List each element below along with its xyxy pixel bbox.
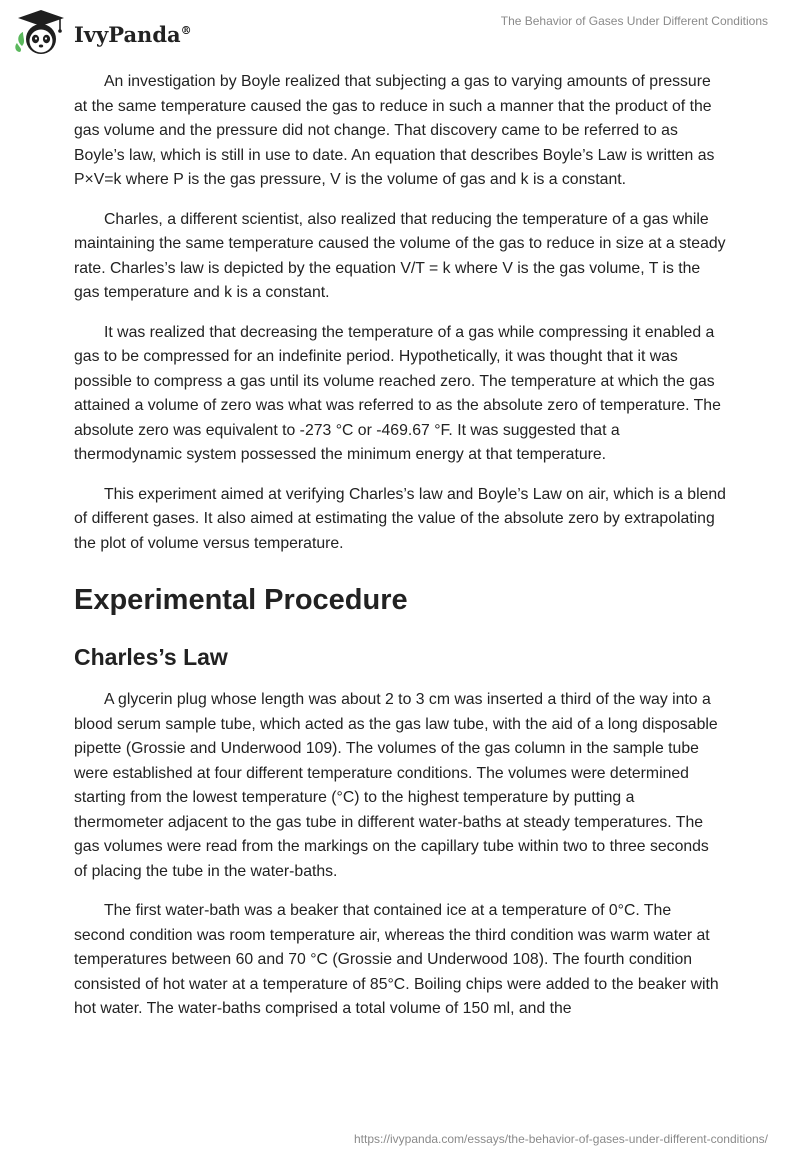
paragraph: It was realized that decreasing the temperature of a gas while compressing it enabled a gas to be compressed for an indefinite period. Hypothetically, it was thought that it was possible to compress a gas until its volume reached zero. The temperature at which the gas attained a volume of zero was what was referred to as the absolute zero of temperature. The absolute zero was equivalent to -273 °C or -469.67 °F. It was suggested that a thermodynamic system possessed the minimum energy at that temperature. bbox=[74, 323, 721, 463]
section-heading: Experimental Procedure bbox=[74, 584, 408, 616]
subsection-heading: Charles’s Law bbox=[74, 644, 228, 670]
panda-graduate-icon bbox=[14, 8, 68, 58]
ivypanda-logo[interactable] bbox=[14, 8, 192, 58]
page-header bbox=[0, 0, 800, 64]
document-title: The Behavior of Gases Under Different Conditions bbox=[500, 14, 768, 28]
source-url[interactable]: https://ivypanda.com/essays/the-behavior-of-gases-under-different-conditions/ bbox=[354, 1132, 768, 1146]
brand-name: IvyPanda® bbox=[74, 21, 192, 47]
article-body bbox=[74, 70, 726, 1037]
paragraph: An investigation by Boyle realized that subjecting a gas to varying amounts of pressure at the same temperature caused the gas to reduce in such a manner that the product of the gas volume and the pressure did not change. That discovery came to be referred to as Boyle’s law, which is still in use to date. An equation that describes Boyle’s Law is written as P×V=k where P is the gas pressure, V is the volume of gas and k is a constant. bbox=[74, 73, 715, 188]
paragraph: A glycerin plug whose length was about 2 to 3 cm was inserted a third of the way into a blood serum sample tube, which acted as the gas law tube, with the aid of a long disposable pipette (Grossie and Underwood 109). The volumes of the gas column in the sample tube were established at four different temperature conditions. The volumes were determined starting from the lowest temperature (°C) to the highest temperature by putting a thermometer adjacent to the gas tube in different water-baths at steady temperatures. The gas volumes were read from the markings on the capillary tube within two to three seconds of placing the tube in the water-baths. bbox=[74, 691, 718, 880]
paragraph: This experiment aimed at verifying Charles’s law and Boyle’s Law on air, which is a blend of different gases. It also aimed at estimating the value of the absolute zero by extrapolating the plot of volume versus temperature. bbox=[74, 485, 726, 552]
paragraph: The first water-bath was a beaker that contained ice at a temperature of 0°C. The second condition was room temperature air, whereas the third condition was warm water at temperatures between 60 and 70 °C (Grossie and Underwood 108). The fourth condition consisted of hot water at a temperature of 85°C. Boiling chips were added to the beaker with hot water. The water-baths comprised a total volume of 150 ml, and the bbox=[74, 902, 719, 1017]
paragraph: Charles, a different scientist, also realized that reducing the temperature of a gas while maintaining the same temperature caused the volume of the gas to reduce in size at a steady rate. Charles’s law is depicted by the equation V/T = k where V is the gas volume, T is the gas temperature and k is a constant. bbox=[74, 210, 726, 301]
